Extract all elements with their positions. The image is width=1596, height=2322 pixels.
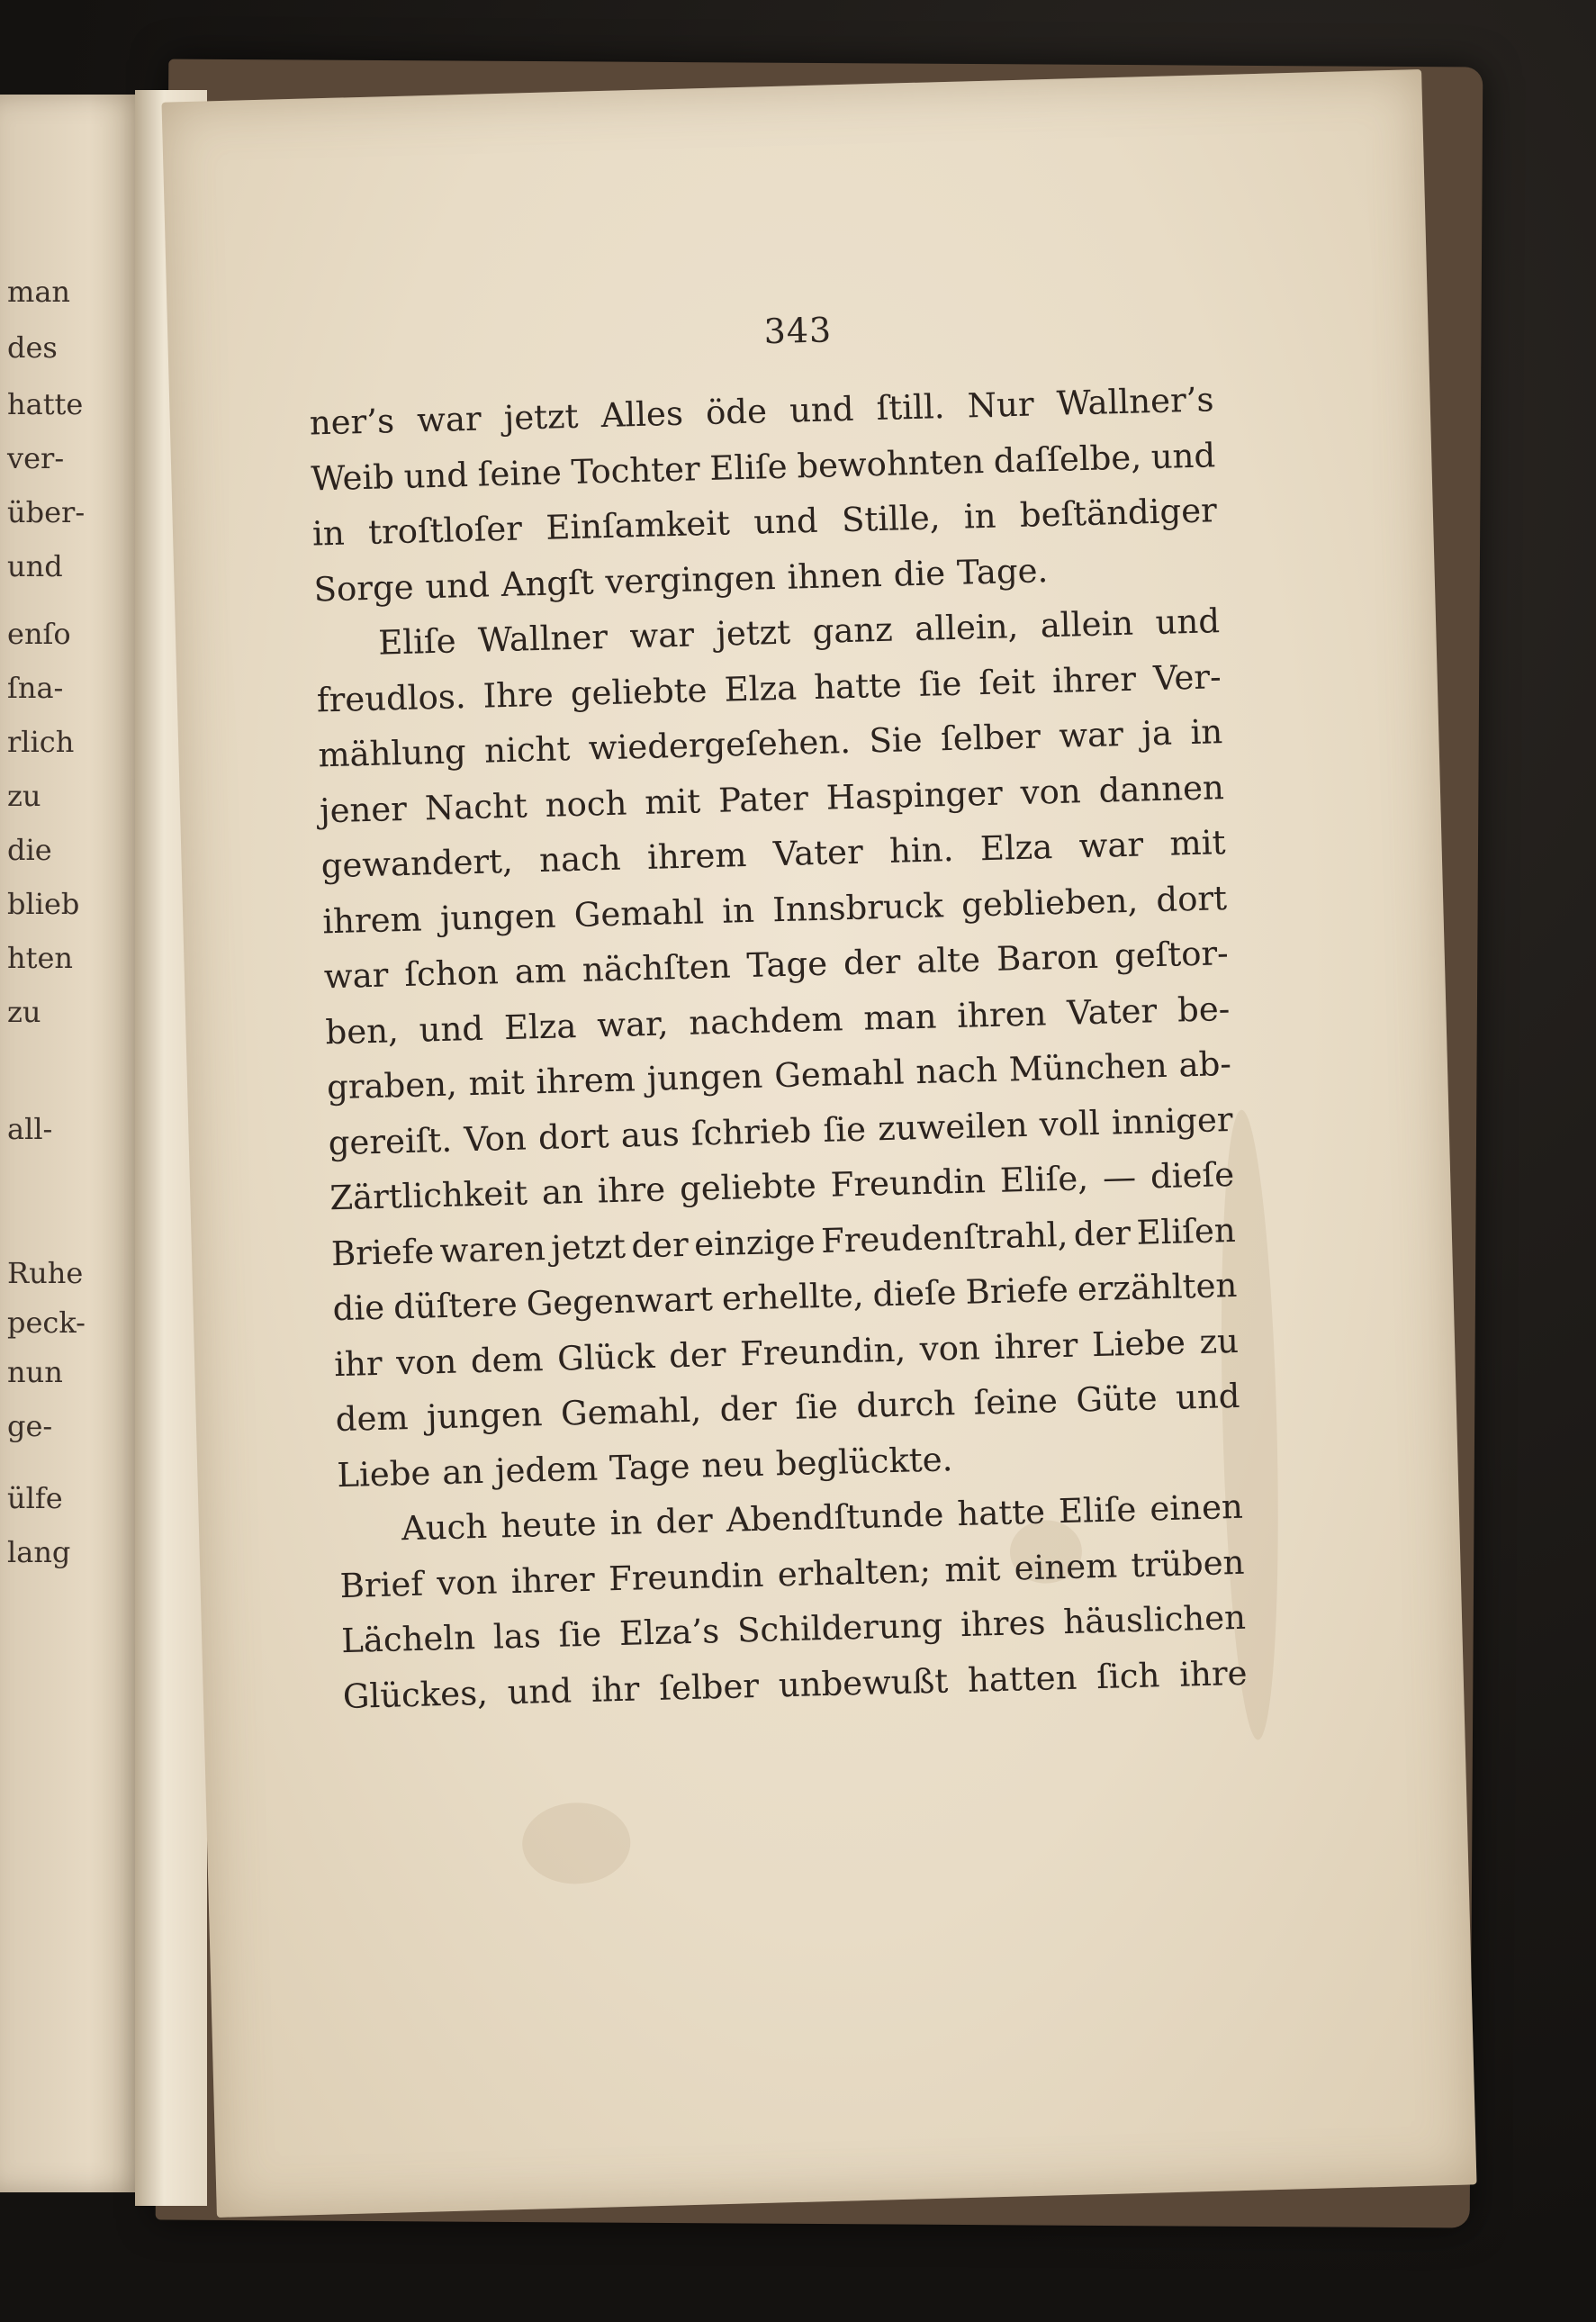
left-page-fragment: hatte	[7, 387, 84, 421]
left-page-fragment: man	[7, 275, 71, 309]
text-line: Auch heute in der Abendſtunde hatte Eliſe einen	[401, 1486, 1244, 1549]
text-line: graben, mit ihrem jungen Gemahl nach München ab-	[326, 1044, 1232, 1107]
text-line: Brief von ihrer Freundin erhalten; mit einem trüben	[339, 1542, 1245, 1605]
text-line: gereiſt. Von dort aus ſchrieb ſie zuweilen voll inniger	[328, 1099, 1234, 1162]
left-page-fragment: ge-	[7, 1409, 53, 1443]
book-page	[161, 69, 1476, 2218]
left-page-fragment: Ruhe	[7, 1256, 84, 1290]
left-page-fragment: und	[7, 549, 63, 583]
text-line: ner’s war jetzt Alles öde und ſtill. Nur Wallner’s	[309, 380, 1214, 443]
text-line: dem jungen Gemahl, der ſie durch ſeine Güte und	[335, 1376, 1240, 1440]
body-text	[309, 372, 1248, 1724]
text-line: Briefe waren jetzt der einzige Freudenſtrahl, der Eliſen	[330, 1210, 1237, 1273]
left-page-fragment: lang	[7, 1535, 71, 1569]
previous-page-edge	[0, 95, 149, 2192]
text-line: ihr von dem Glück der Freundin, von ihrer Liebe zu	[333, 1321, 1240, 1384]
text-line: freudlos. Ihre geliebte Elza hatte ſie ſeit ihrer Ver-	[316, 656, 1222, 719]
left-page-fragment: ülfe	[7, 1481, 63, 1515]
left-page-fragment: des	[7, 330, 58, 365]
text-line: gewandert, nach ihrem Vater hin. Elza war mit	[320, 823, 1226, 886]
left-page-fragment: die	[7, 833, 52, 867]
text-line: Zärtlichkeit an ihre geliebte Freundin Eliſe, — dieſe	[329, 1154, 1235, 1218]
left-page-fragment: all-	[7, 1112, 53, 1146]
left-page-fragment: enſo	[7, 617, 71, 651]
left-page-fragment: ver-	[7, 441, 65, 475]
text-line: Weib und ſeine Tochter Eliſe bewohnten daſſelbe, und	[310, 435, 1216, 499]
left-page-fragment: nun	[7, 1355, 63, 1389]
left-page-fragment: peck-	[7, 1306, 86, 1340]
text-line: ihrem jungen Gemahl in Innsbruck geblieben, dort	[321, 878, 1228, 941]
text-line: Sorge und Angſt vergingen ihnen die Tage.	[313, 550, 1049, 609]
text-line: die düſtere Gegenwart erhellte, dieſe Briefe erzählten	[332, 1265, 1238, 1329]
text-line: Lächeln las ſie Elza’s Schilderung ihres häuslichen	[340, 1597, 1247, 1661]
left-page-fragment: ſna-	[7, 671, 64, 705]
text-line: in troſtloſer Einſamkeit und Stille, in beſtändiger	[311, 491, 1218, 554]
text-line: war ſchon am nächſten Tage der alte Baron geſtor-	[323, 934, 1230, 997]
text-line: jener Nacht noch mit Pater Haspinger von dannen	[319, 767, 1225, 830]
page-stain	[521, 1802, 631, 1885]
text-line: Liebe an jedem Tage neu beglückte.	[336, 1439, 953, 1495]
left-page-fragment: über-	[7, 495, 86, 529]
text-line: mählung nicht wiedergeſehen. Sie ſelber war ja in	[317, 712, 1223, 775]
text-line: ben, und Elza war, nachdem man ihren Vater be-	[325, 989, 1231, 1052]
text-line: Glückes, und ihr ſelber unbewußt hatten ſich ihre	[342, 1653, 1249, 1716]
left-page-fragment: zu	[7, 779, 41, 813]
left-page-fragment: blieb	[7, 887, 80, 921]
page-number: 343	[763, 310, 833, 352]
text-line: Eliſe Wallner war jetzt ganz allein, allein und	[377, 601, 1221, 663]
left-page-fragment: hten	[7, 941, 74, 975]
left-page-fragment: rlich	[7, 725, 75, 759]
left-page-fragment: zu	[7, 995, 41, 1029]
